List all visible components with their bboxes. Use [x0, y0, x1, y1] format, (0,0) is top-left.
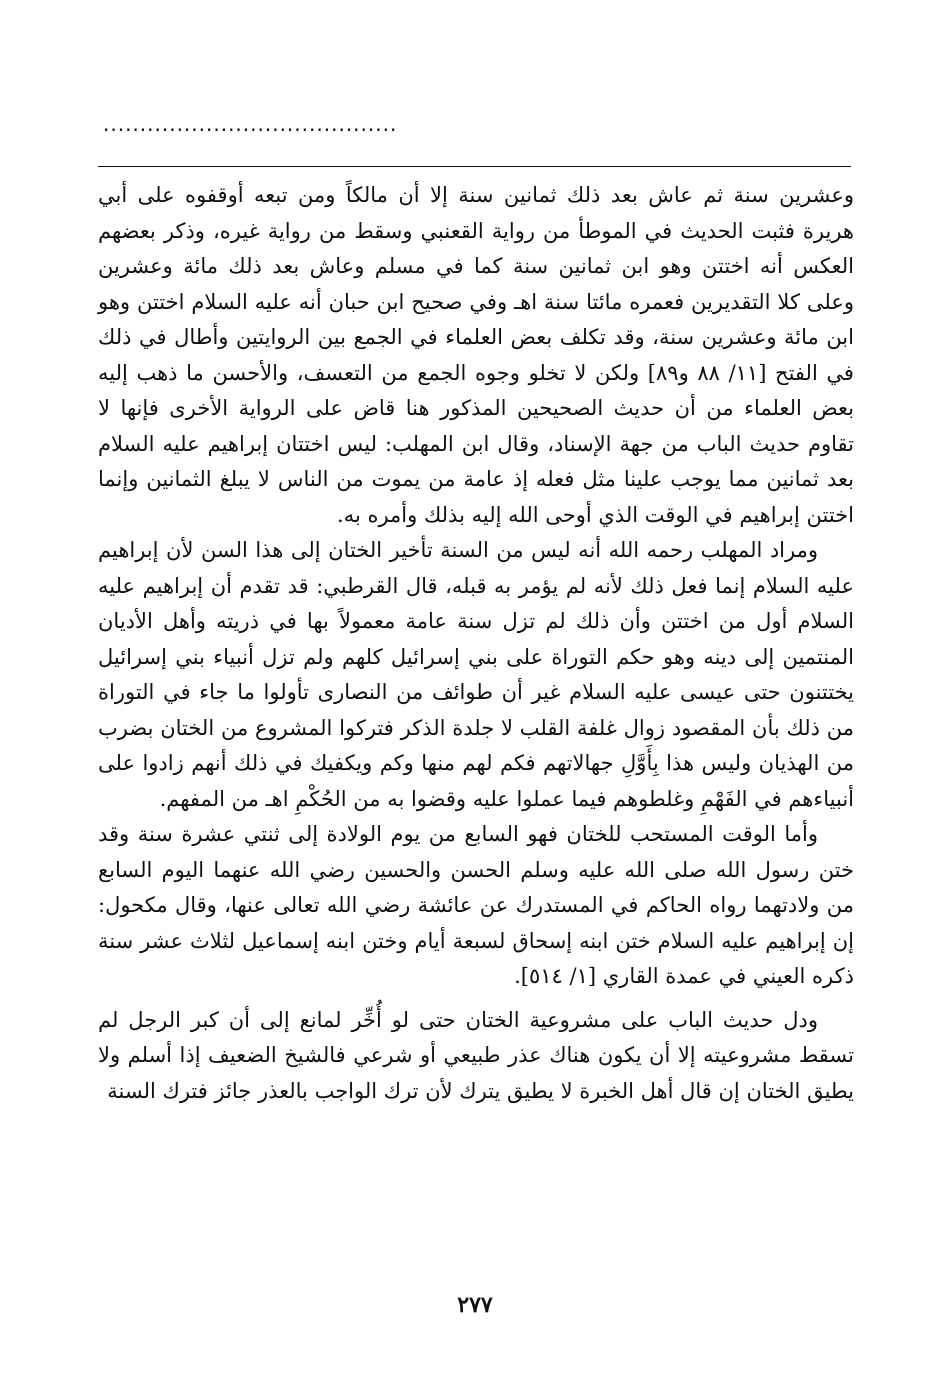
page-number: ٢٧٧ — [457, 1292, 493, 1318]
header-rule — [98, 166, 851, 167]
paragraph-3: وأما الوقت المستحب للختان فهو السابع من يوم الولادة إلى ثنتي عشرة سنة وقد ختن رسول الله صلى الله عليه وسلم الحسن والحسين رضي الله عنهما اليوم السابع من ولادتهما رواه الحاكم في المستدرك عن عائشة رضي الله تعالى عنها، وقال مكحول: إن إبراهيم عليه السلام ختن ابنه إسحاق لسبعة أيام وختن ابنه إسماعيل لثلاث عشر سنة ذكره العيني في عمدة القاري [١/ ٥١٤]. — [98, 822, 854, 988]
paragraph-2: ومراد المهلب رحمه الله أنه ليس من السنة تأخير الختان إلى هذا السن لأن إبراهيم عليه السلام إنما فعل ذلك لأنه لم يؤمر به قبله، قال القرطبي: قد تقدم أن إبراهيم عليه السلام أول من اختتن وأن ذلك لم تزل سنة عامة معمولاً بها في ذريته وأهل الأديان المنتمين إلى دينه وهو حكم التوراة على بني إسرائيل كلهم ولم تزل أنبياء بني إسرائيل يختتنون حتى عيسى عليه السلام غير أن طوائف من النصارى تأولوا ما جاء في التوراة من ذلك بأن المقصود زوال غلفة القلب لا جلدة الذكر فتركوا المشروع من الختان بضرب من الهذيان وليس هذا بِأَوَّلِ جهالاتهم فكم لهم منها وكم ويكفيك في ذلك أنهم زادوا على أنبياءهم في الفَهْمِ وغلطوهم فيما عملوا عليه وقضوا به من الحُكْمِ اهـ من المفهم. — [98, 538, 854, 811]
body-text — [98, 178, 854, 1109]
header-dotted-line: ........................................ — [103, 112, 398, 136]
paragraph-1: وعشرين سنة ثم عاش بعد ذلك ثمانين سنة إلا أن مالكاً ومن تبعه أوقفوه على أبي هريرة فثبت الحديث في الموطأ من رواية القعنبي وسقط من رواية غيره، وذكر بعضهم العكس أنه اختتن وهو ابن ثمانين سنة كما في مسلم وعاش بعد ذلك مائة وعشرين وعلى كلا التقديرين فعمره مائتا سنة اهـ وفي صحيح ابن حبان أنه عليه السلام اختتن وهو ابن مائة وعشرين سنة، وقد تكلف بعض العلماء في الجمع بين الروايتين وأطال في ذلك في الفتح [١١/ ٨٨ و٨٩] ولكن لا تخلو وجوه الجمع من التعسف، والأحسن ما ذهب إليه بعض العلماء من أن حديث الصحيحين المذكور هنا قاض على الرواية الأخرى فإنها لا تقاوم حديث الباب من جهة الإسناد، وقال ابن المهلب: ليس اختتان إبراهيم عليه السلام بعد ثمانين مما يوجب علينا مثل فعله إذ عامة من يموت من الناس لا يبلغ الثمانين وإنما اختتن إبراهيم في الوقت الذي أوحى الله إليه بذلك وأمره به. — [98, 183, 854, 527]
paragraph-4: ودل حديث الباب على مشروعية الختان حتى لو أُخِّر لمانع إلى أن كبر الرجل لم تسقط مشروعيته إلا أن يكون هناك عذر طبيعي أو شرعي فالشيخ الضعيف إذا أسلم ولا يطيق الختان إن قال أهل الخبرة لا يطيق يترك لأن ترك الواجب بالعذر جائز فترك السنة — [98, 1007, 854, 1103]
